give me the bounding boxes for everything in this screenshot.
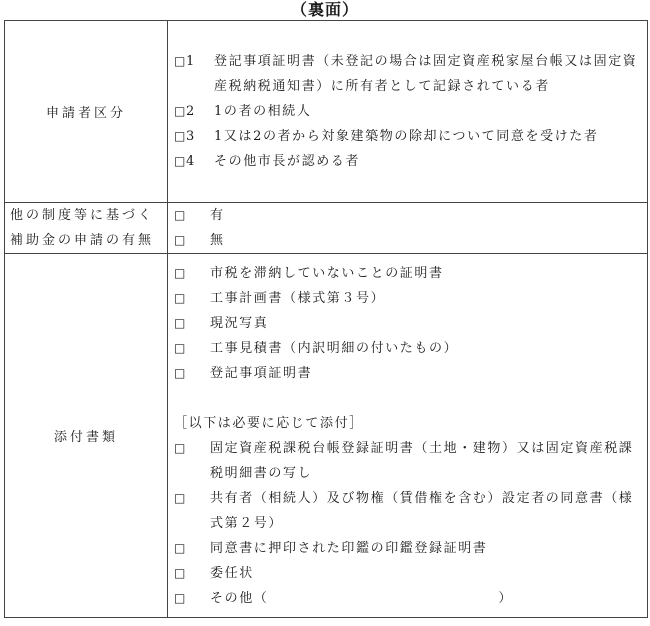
applicant-option-2-number: 2 [186, 104, 196, 119]
other-subsidy-label-line1: 他の制度等に基づく [10, 208, 155, 223]
checkbox-attachment-2[interactable]: □ [174, 290, 187, 305]
applicant-option-2-text: 1の者の相続人 [214, 104, 312, 119]
applicant-option-2 [174, 99, 647, 124]
application-form-table [4, 20, 648, 618]
attachment-item-2 [174, 286, 647, 311]
applicant-category-options [168, 21, 648, 203]
checkbox-applicant-1[interactable]: □ [174, 54, 187, 68]
subsidy-option-yes-text: 有 [210, 208, 225, 223]
other-attachment-label: その他（ [210, 590, 269, 606]
conditional-item-1 [174, 436, 647, 486]
checkbox-conditional-3[interactable]: □ [174, 540, 187, 555]
applicant-option-3-text: 1又は2の者から対象建築物の除却について同意を受けた者 [214, 129, 599, 144]
applicant-option-4-text: その他市長が認める者 [214, 154, 361, 169]
attachments-options [168, 254, 648, 618]
checkbox-applicant-4[interactable]: □ [174, 154, 187, 168]
other-attachment-text [210, 586, 647, 611]
conditional-item-4 [174, 561, 647, 586]
conditional-item-1-text: 固定資産税課税台帳登録証明書（土地・建物）又は固定資産税課税明細書の写し [210, 440, 634, 481]
checkbox-conditional-2[interactable]: □ [174, 490, 187, 505]
attachment-item-2-text: 工事計画書（様式第３号） [210, 290, 386, 306]
checkbox-attachment-3[interactable]: □ [174, 315, 187, 330]
applicant-option-4-number: 4 [186, 154, 196, 169]
attachment-item-5 [174, 361, 647, 386]
attachment-item-5-text: 登記事項証明書 [210, 365, 313, 381]
checkbox-subsidy-yes[interactable]: □ [174, 208, 187, 222]
applicant-option-1 [174, 49, 647, 99]
checkbox-other-attachment[interactable]: □ [174, 590, 187, 605]
applicant-option-1-number: 1 [186, 54, 196, 69]
conditional-item-3-text: 同意書に押印された印鑑の印鑑登録証明書 [210, 540, 488, 556]
other-attachment-close: ） [498, 590, 514, 606]
applicant-option-3-number: 3 [186, 129, 196, 144]
attachment-item-1 [174, 261, 647, 286]
other-attachment-item [174, 586, 647, 611]
attachment-item-3-text: 現況写真 [210, 315, 269, 331]
checkbox-conditional-4[interactable]: □ [174, 565, 187, 580]
applicant-category-label-cell [5, 21, 168, 203]
checkbox-subsidy-no[interactable]: □ [174, 233, 187, 247]
checkbox-attachment-4[interactable]: □ [174, 340, 187, 355]
checkbox-conditional-1[interactable]: □ [174, 440, 187, 455]
applicant-option-1-text: 登記事項証明書（未登記の場合は固定資産税家屋台帳又は固定資産税納税通知書）に所有者として記録されている者 [214, 54, 638, 94]
other-subsidy-label-line2: 補助金の申請の有無 [10, 233, 155, 248]
other-subsidy-options [168, 203, 648, 254]
conditional-item-2 [174, 486, 647, 536]
conditional-item-2-text: 共有者（相続人）及び物権（賃借権を含む）設定者の同意書（様式第２号） [210, 490, 634, 531]
checkbox-applicant-2[interactable]: □ [174, 104, 187, 118]
applicant-category-row [5, 21, 648, 203]
attachments-label: 添付書類 [53, 430, 118, 445]
checkbox-attachment-5[interactable]: □ [174, 365, 187, 380]
conditional-item-4-text: 委任状 [210, 565, 254, 581]
applicant-option-4 [174, 149, 647, 174]
attachment-item-4-text: 工事見積書（内訳明細の付いたもの） [210, 340, 459, 356]
page-title: （裏面） [290, 0, 359, 19]
attachment-item-3 [174, 311, 647, 336]
subsidy-option-no-text: 無 [210, 233, 225, 248]
attachments-row [5, 254, 648, 618]
attachment-item-1-text: 市税を滞納していないことの証明書 [210, 265, 444, 281]
attachment-item-4 [174, 336, 647, 361]
checkbox-applicant-3[interactable]: □ [174, 129, 187, 143]
section-spacer [174, 386, 647, 411]
other-subsidy-row [5, 203, 648, 254]
subsidy-option-yes [174, 203, 647, 228]
attachments-label-cell [5, 254, 168, 618]
applicant-option-3 [174, 124, 647, 149]
subsidy-option-no [174, 228, 647, 253]
other-subsidy-label-cell [5, 203, 168, 254]
conditional-attachments-header: ［以下は必要に応じて添付］ [174, 415, 364, 431]
conditional-item-3 [174, 536, 647, 561]
checkbox-attachment-1[interactable]: □ [174, 265, 187, 280]
applicant-category-label: 申請者区分 [45, 106, 126, 121]
